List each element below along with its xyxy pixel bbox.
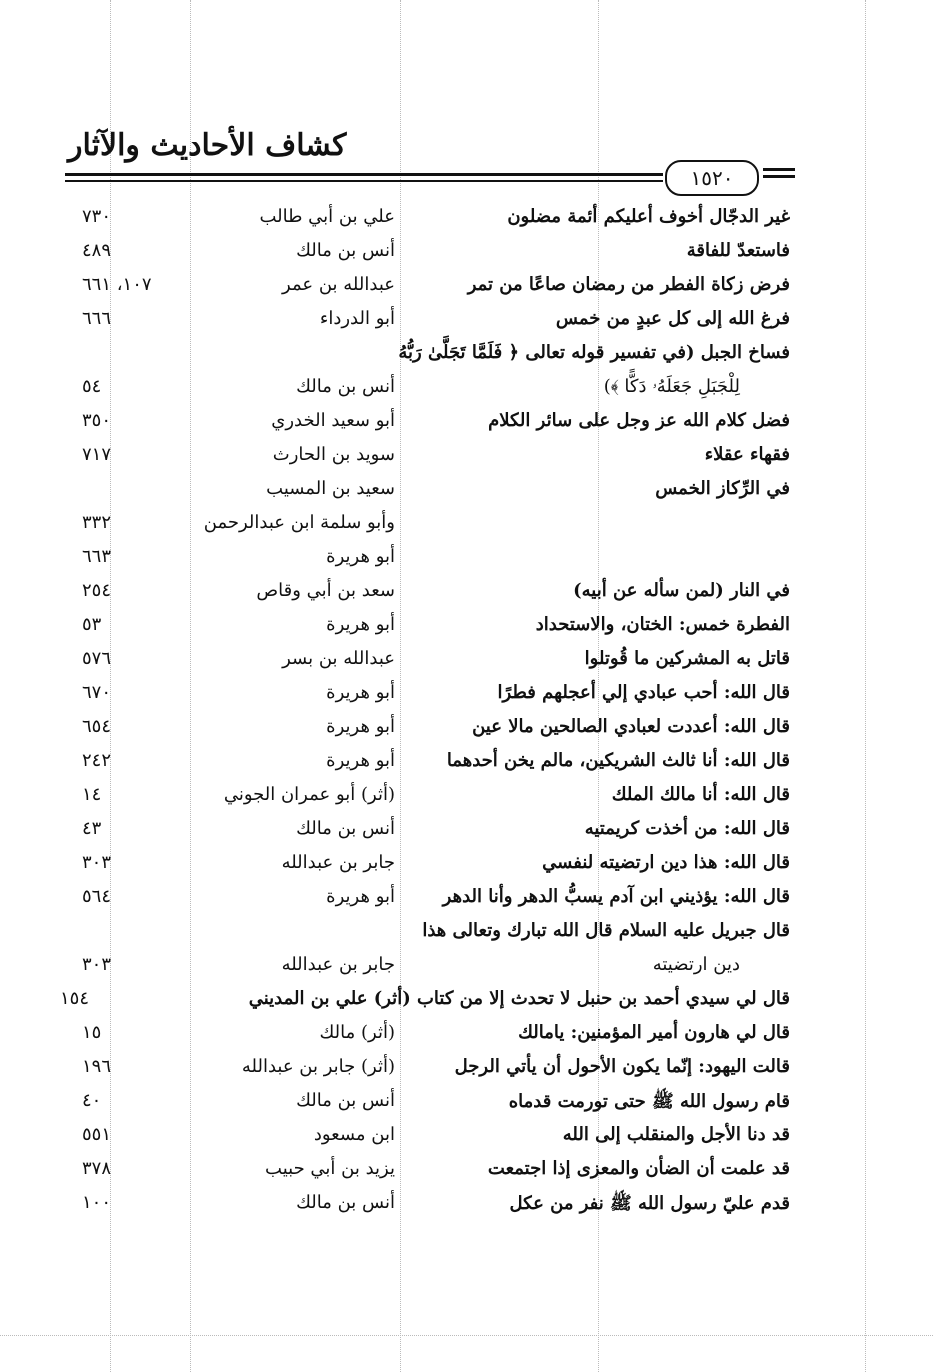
- entry-text: فضل كلام الله عز وجل على سائر الكلام: [488, 410, 790, 431]
- entry-text: قد علمت أن الضأن والمعزى إذا اجتمعت: [487, 1158, 790, 1179]
- index-entry: [60, 234, 790, 268]
- entry-text: قال الله: يؤذيني ابن آدم يسبُّ الدهر وأنا الدهر: [442, 886, 790, 907]
- index-entry: [60, 1118, 790, 1152]
- entry-page-number: ٦٧٠: [82, 682, 112, 703]
- entry-page-number: ٤٣: [82, 818, 102, 839]
- entry-narrator: أبو هريرة: [326, 682, 395, 703]
- index-entry: [60, 642, 790, 676]
- entry-page-number: ١٥: [82, 1022, 102, 1043]
- guide-line: [0, 1335, 933, 1336]
- entry-page-number: ١٠٧، ٦٦١: [82, 274, 152, 295]
- index-entry: [60, 744, 790, 778]
- entry-narrator: أبو هريرة: [326, 886, 395, 907]
- entry-page-number: ١٩٦: [82, 1056, 112, 1077]
- index-entry: [60, 200, 790, 234]
- index-entry: [60, 710, 790, 744]
- entry-page-number: ٧١٧: [82, 444, 112, 465]
- entry-text: في النار (لمن سأله عن أبيه): [573, 580, 790, 601]
- index-list: [60, 200, 790, 1220]
- entry-text: قال الله: أنا مالك الملك: [611, 784, 790, 805]
- entry-page-number: ٥٥١: [82, 1124, 112, 1145]
- entry-page-number: ٤٨٩: [82, 240, 112, 261]
- entry-page-number: ٥٧٦: [82, 648, 112, 669]
- entry-text: فاستعدّ للفاقة: [686, 240, 790, 261]
- entry-text: قال لي هارون أمير المؤمنين: يامالك: [518, 1022, 790, 1043]
- entry-narrator: أبو هريرة: [326, 750, 395, 771]
- entry-text: فرغ الله إلى كل عبدٍ من خمس: [555, 308, 790, 329]
- entry-narrator: (أثر) مالك: [319, 1022, 395, 1043]
- index-entry: [60, 982, 790, 1016]
- entry-page-number: ٤٠: [82, 1090, 102, 1111]
- entry-page-number: ٦٥٤: [82, 716, 112, 737]
- entry-narrator: سعيد بن المسيب: [266, 478, 395, 499]
- entry-text: قال الله: أنا ثالث الشريكين، مالم يخن أحدهما: [446, 750, 790, 771]
- entry-text: فرض زكاة الفطر من رمضان صاعًا من تمر: [467, 274, 790, 295]
- index-entry: [60, 1084, 790, 1118]
- index-entry: [60, 608, 790, 642]
- entry-page-number: ٣٧٨: [82, 1158, 112, 1179]
- entry-page-number: ٣٠٣: [82, 954, 112, 975]
- index-entry: [60, 846, 790, 880]
- entry-narrator: أنس بن مالك: [296, 1090, 395, 1111]
- entry-page-number: ٣٥٠: [82, 410, 112, 431]
- entry-narrator: وأبو سلمة ابن عبدالرحمن: [203, 512, 395, 533]
- entry-text: قال لي سيدي أحمد بن حنبل لا تحدث إلا من كتاب (أثر) علي بن المديني: [248, 988, 790, 1009]
- entry-narrator: عبدالله بن بسر: [282, 648, 395, 669]
- header-rule: [65, 173, 663, 176]
- index-entry: [60, 336, 790, 370]
- index-entry: [60, 438, 790, 472]
- entry-text: فساخ الجبل (في تفسير قوله تعالى ﴿ فَلَمَّا تَجَلَّىٰ رَبُّهُ: [398, 342, 790, 363]
- entry-page-number: ٧٣٠: [82, 206, 112, 227]
- index-entry: [60, 302, 790, 336]
- entry-page-number: ٦٦٦: [82, 308, 112, 329]
- entry-narrator: أبو هريرة: [326, 546, 395, 567]
- entry-text: قال الله: من أخذت كريمتيه: [584, 818, 790, 839]
- entry-narrator: أبو سعيد الخدري: [271, 410, 395, 431]
- entry-text: في الرِّكاز الخمس: [655, 478, 790, 499]
- entry-page-number: ٥٦٤: [82, 886, 112, 907]
- entry-text: غير الدجّال أخوف أعليكم أئمة مضلون: [507, 206, 790, 227]
- index-entry: [60, 676, 790, 710]
- entry-page-number: ٣٣٢: [82, 512, 112, 533]
- page-title: كشاف الأحاديث والآثار: [68, 128, 347, 163]
- header-ornament: [763, 168, 795, 182]
- entry-page-number: ٢٤٢: [82, 750, 112, 771]
- entry-narrator: سعد بن أبي وقاص: [256, 580, 395, 601]
- index-entry: [60, 370, 790, 404]
- entry-text: قام رسول الله ﷺ حتى تورمت قدماه: [508, 1091, 790, 1112]
- index-entry: [60, 1152, 790, 1186]
- entry-page-number: ٦٦٣: [82, 546, 112, 567]
- header-rule: [65, 180, 663, 182]
- entry-page-number: ٥٣: [82, 614, 102, 635]
- entry-text: قال الله: أعددت لعبادي الصالحين مالا عين: [472, 716, 790, 737]
- entry-narrator: سويد بن الحارث: [272, 444, 395, 465]
- entry-text: قاتل به المشركين ما قُوتلوا: [584, 648, 790, 669]
- entry-text: لِلْجَبَلِ جَعَلَهُۥ دَكًّا ﴾): [603, 376, 740, 397]
- index-entry: [60, 404, 790, 438]
- entry-narrator: جابر بن عبدالله: [281, 852, 395, 873]
- guide-line: [865, 0, 866, 1372]
- index-entry: [60, 880, 790, 914]
- entry-narrator: أنس بن مالك: [296, 1192, 395, 1213]
- index-entry: [60, 1186, 790, 1220]
- entry-page-number: ١٤: [82, 784, 102, 805]
- entry-page-number: ٢٥٤: [82, 580, 112, 601]
- entry-text: دين ارتضيته: [652, 954, 740, 975]
- index-entry: [60, 914, 790, 948]
- entry-page-number: ٣٠٣: [82, 852, 112, 873]
- index-entry: [60, 574, 790, 608]
- entry-narrator: أنس بن مالك: [296, 240, 395, 261]
- entry-page-number: ١٠٠: [82, 1192, 112, 1213]
- entry-text: قال جبريل عليه السلام قال الله تبارك وتعالى هذا: [422, 920, 790, 941]
- index-entry: [60, 268, 790, 302]
- entry-text: قدم عليّ رسول الله ﷺ نفر من عكل: [509, 1193, 790, 1214]
- entry-text: فقهاء عقلاء: [704, 444, 790, 465]
- page-number: ١٥٢٠: [690, 166, 734, 190]
- entry-narrator: أبو هريرة: [326, 614, 395, 635]
- index-entry: [60, 812, 790, 846]
- index-entry: [60, 1050, 790, 1084]
- entry-narrator: أبو هريرة: [326, 716, 395, 737]
- index-entry: [60, 506, 790, 540]
- entry-narrator: أنس بن مالك: [296, 376, 395, 397]
- entry-narrator: أنس بن مالك: [296, 818, 395, 839]
- entry-text: الفطرة خمس: الختان، والاستحداد: [535, 614, 790, 635]
- entry-narrator: يزيد بن أبي حبيب: [265, 1158, 395, 1179]
- entry-narrator: أبو الدرداء: [319, 308, 395, 329]
- entry-text: قد دنا الأجل والمنقلب إلى الله: [562, 1124, 790, 1145]
- entry-narrator: (أثر) أبو عمران الجوني: [223, 784, 395, 805]
- entry-text: قال الله: هذا دين ارتضيته لنفسي: [542, 852, 790, 873]
- entry-text: قالت اليهود: إنّما يكون الأحول أن يأتي الرجل: [454, 1056, 790, 1077]
- entry-text: قال الله: أحب عبادي إلي أعجلهم فطرًا: [497, 682, 790, 703]
- index-entry: [60, 778, 790, 812]
- index-entry: [60, 540, 790, 574]
- entry-page-number: ٥٤: [82, 376, 102, 397]
- index-entry: [60, 948, 790, 982]
- entry-narrator: ابن مسعود: [313, 1124, 395, 1145]
- entry-narrator: عبدالله بن عمر: [282, 274, 395, 295]
- index-entry: [60, 1016, 790, 1050]
- entry-narrator: (أثر) جابر بن عبدالله: [241, 1056, 395, 1077]
- entry-page-number: ١٥٤: [60, 988, 90, 1009]
- entry-narrator: جابر بن عبدالله: [281, 954, 395, 975]
- index-entry: [60, 472, 790, 506]
- entry-narrator: علي بن أبي طالب: [259, 206, 395, 227]
- page-number-badge: [665, 160, 759, 196]
